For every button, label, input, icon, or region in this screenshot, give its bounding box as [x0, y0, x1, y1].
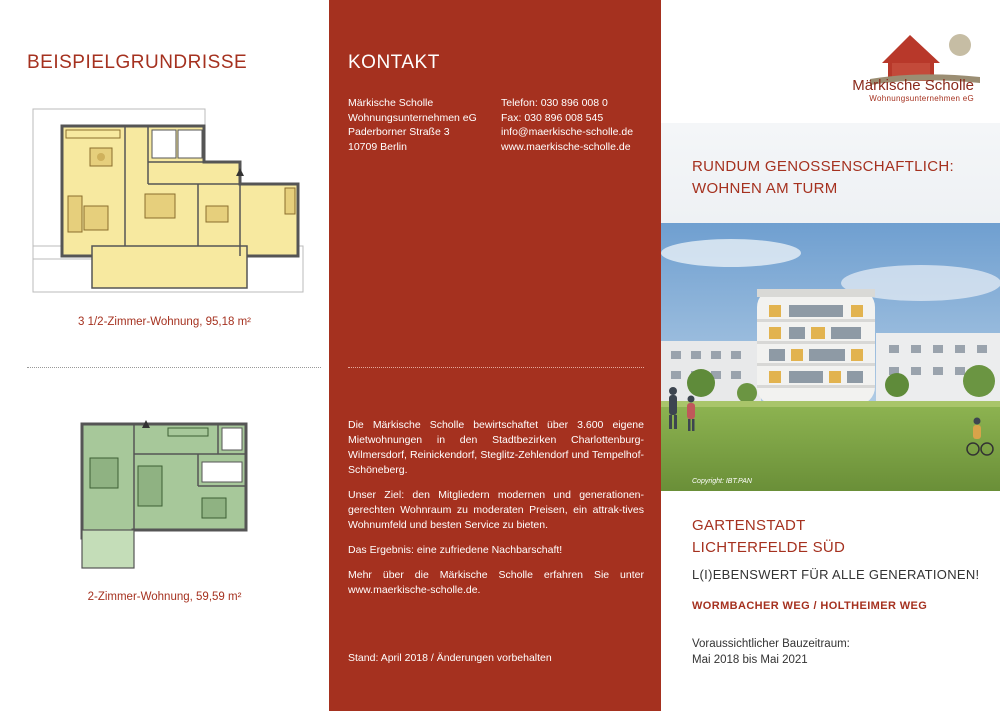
divider-dotted: [348, 367, 644, 368]
construction-period-label: Voraussichtlicher Bauzeitraum:: [692, 638, 850, 650]
construction-period-value: Mai 2018 bis Mai 2021: [692, 654, 808, 666]
phone-text: Telefon: 030 896 008 0: [501, 97, 608, 109]
about-paragraph: Das Ergebnis: eine zufriedene Nachbarschaft!: [348, 544, 563, 556]
floorplan-1-caption: 3 1/2-Zimmer-Wohnung, 95,18 m²: [78, 316, 251, 328]
divider-dotted: [27, 367, 321, 368]
section-heading-floorplans: BEISPIELGRUNDRISSE: [27, 52, 248, 73]
left-panel: [0, 0, 329, 711]
address-line: Paderborner Straße 3: [348, 126, 450, 138]
logo-wordmark: Märkische Scholle: [852, 77, 974, 94]
cover-headline: [692, 156, 954, 200]
tagline: L(I)EBENSWERT FÜR ALLE GENERATIONEN!: [692, 567, 980, 582]
about-paragraph: Mehr über die Märkische Scholle erfahren Sie unter www.maerkische-scholle.de.: [348, 569, 644, 596]
cover-headline-line: RUNDUM GENOSSENSCHAFTLICH:: [692, 158, 954, 175]
project-title-line: GARTENSTADT: [692, 517, 806, 534]
address-line: Wohnungsunternehmen eG: [348, 111, 477, 124]
status-date-text: Stand: April 2018 / Änderungen vorbehalten: [348, 652, 552, 664]
about-paragraph: Unser Ziel: den Mitgliedern modernen und generationen-gerechten Wohnraum zu moderaten Preisen, ein attrak-tives Wohnumfeld und besten Service zu bieten.: [348, 489, 644, 531]
email-link[interactable]: info@maerkische-scholle.de: [501, 126, 634, 138]
construction-period: [692, 636, 850, 668]
address-line: 10709 Berlin: [348, 140, 407, 153]
floorplan-2-caption: 2-Zimmer-Wohnung, 59,59 m²: [87, 591, 242, 603]
street-address: WORMBACHER WEG / HOLTHEIMER WEG: [692, 600, 928, 612]
section-heading-contact: KONTAKT: [348, 52, 440, 73]
cover-panel: [661, 0, 1000, 711]
address-block: [348, 96, 477, 154]
project-title: [692, 515, 845, 559]
logo-subline: Wohnungsunternehmen eG: [869, 94, 974, 103]
floorplan-3-5-room: [30, 106, 312, 296]
contact-block: [501, 96, 633, 154]
cover-headline-line: WOHNEN AM TURM: [692, 180, 838, 197]
contact-panel: [329, 0, 661, 711]
headline-banner: [661, 123, 1000, 223]
about-text: [348, 418, 644, 608]
project-title-line: LICHTERFELDE SÜD: [692, 539, 846, 556]
address-line: Märkische Scholle: [348, 97, 434, 109]
about-paragraph: Die Märkische Scholle bewirtschaftet über 3.600 eigene Mietwohnungen in den Stadtbezirken Charlottenburg-Wilmersdorf, Reinickendorf, Steglitz-Zehlendorf und Tempelhof-Schöneberg.: [348, 419, 644, 476]
website-link[interactable]: www.maerkische-scholle.de: [501, 140, 631, 153]
building-rendering-image: [661, 223, 1000, 491]
floorplan-2-room: [78, 418, 264, 573]
image-copyright: Copyright: IBT.PAN: [692, 478, 752, 485]
fax-text: Fax: 030 896 008 545: [501, 111, 604, 124]
